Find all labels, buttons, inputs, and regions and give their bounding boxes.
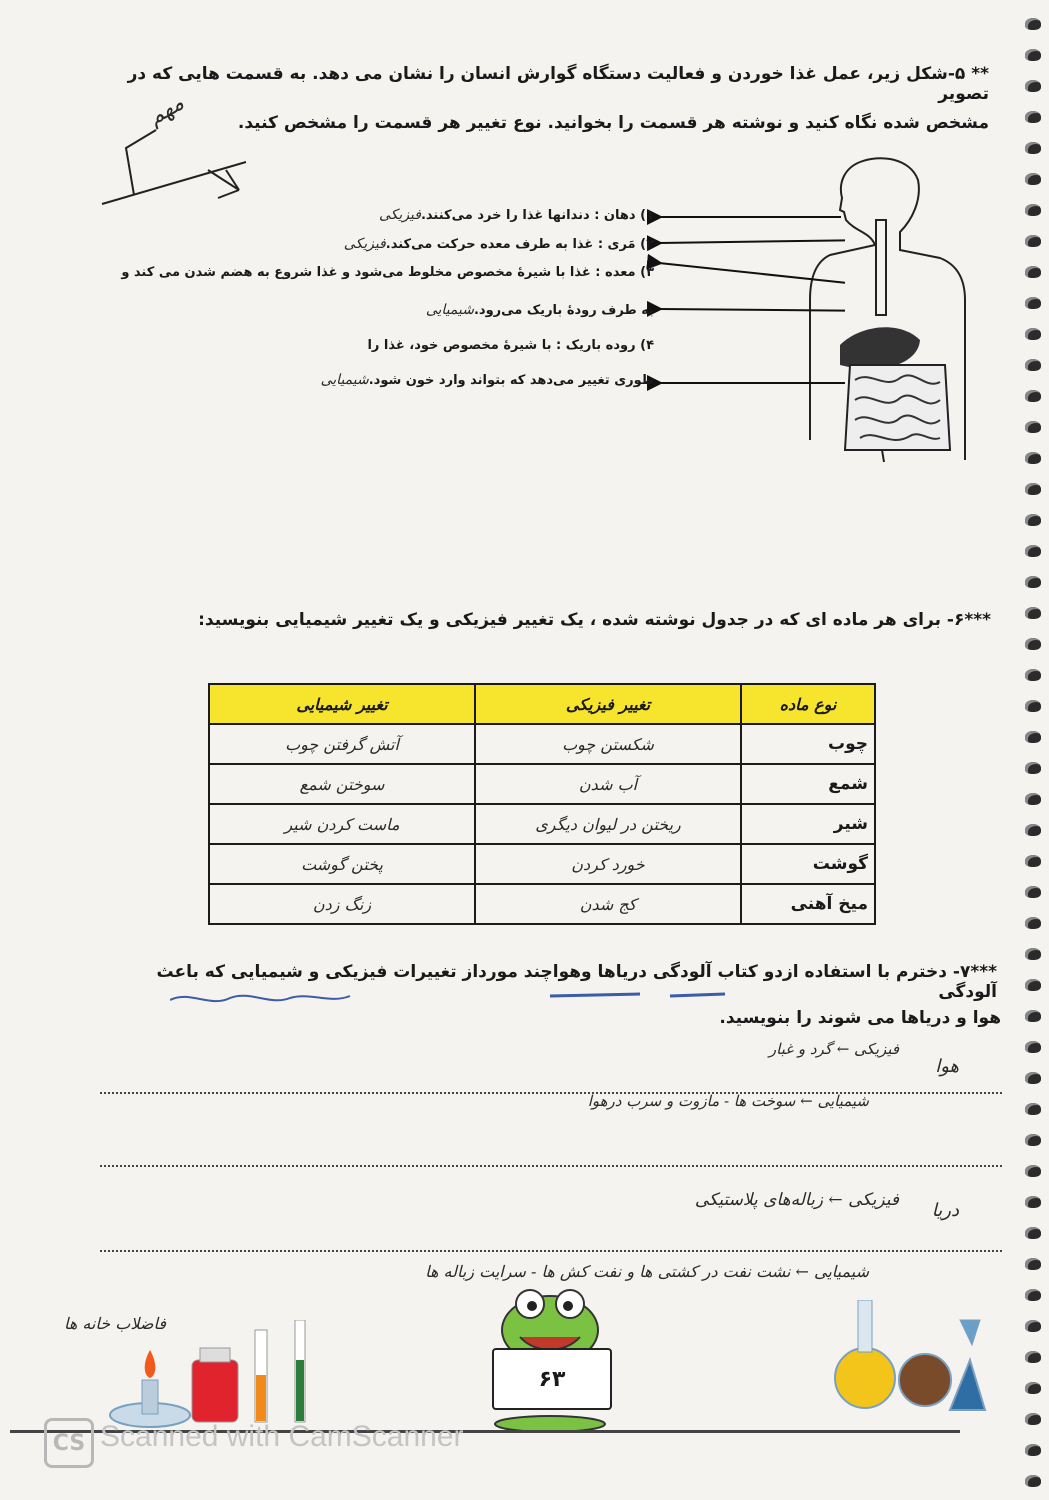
binding-ring [1025,855,1041,867]
q5-item-3b: به طرف رودهٔ باریک می‌رود.شیمیایی [425,302,654,318]
cell-physical: شکستن چوب [475,724,741,764]
binding-ring [1025,1103,1041,1115]
cell-chemical: آتش گرفتن چوب [209,724,475,764]
q5-pointer-arrows [645,195,845,395]
cell-material: شمع [741,764,875,804]
binding-ring [1025,886,1041,898]
q5-item-1: ۱) دهان : دندانها غذا را خرد می‌کنند.فیزیکی [379,207,654,223]
cell-chemical: پختن گوشت [209,844,475,884]
cell-chemical: زنگ زدن [209,884,475,924]
binding-ring [1025,421,1041,433]
binding-ring [1025,1475,1041,1487]
sea-physical: فیزیکی ← زباله‌های پلاستیکی [694,1190,899,1210]
q7-line2: هوا و دریاها می شوند را بنویسید. [719,1008,1001,1028]
cell-chemical: سوختن شمع [209,764,475,804]
binding-ring [1025,1165,1041,1177]
cell-physical: خورد کردن [475,844,741,884]
cell-chemical: ماست کردن شیر [209,804,475,844]
binding-ring [1025,824,1041,836]
cell-physical: کج شدن [475,884,741,924]
q5-item-4b: طوری تغییر می‌دهد که بتواند وارد خون شود.شیمیایی [320,372,654,388]
camscanner-logo: CS [44,1418,94,1468]
binding-ring [1025,545,1041,557]
cell-material: میخ آهنی [741,884,875,924]
binding-ring [1025,204,1041,216]
binding-ring [1025,1196,1041,1208]
binding-ring [1025,1072,1041,1084]
answer-line-2 [100,1165,1002,1167]
binding-ring [1025,80,1041,92]
binding-ring [1025,1258,1041,1270]
sea-chemical: شیمیایی ← نشت نفت در کشتی ها و نفت کش ها - سرایت زباله ها [425,1262,869,1281]
q7-line1: ***۷- دخترم با استفاده ازدو کتاب آلودگی دریاها وهواچند مورداز تغییرات فیزیکی و شیمیایی که باعث آلودگی [156,962,997,1003]
binding-ring [1025,328,1041,340]
binding-ring [1025,111,1041,123]
cell-physical: آب شدن [475,764,741,804]
binding-ring [1025,1010,1041,1022]
binding-ring [1025,173,1041,185]
binding-ring [1025,1351,1041,1363]
lab-flasks-right [830,1300,1000,1415]
q5-line2: مشخص شده نگاه کنید و نوشته هر قسمت را بخوانید. نوع تغییر هر قسمت را مشخص کنید. [237,113,989,133]
binding-ring [1025,1413,1041,1425]
binding-ring [1025,607,1041,619]
binding-ring [1025,762,1041,774]
frog-mascot [490,1282,610,1432]
binding-ring [1025,142,1041,154]
binding-ring [1025,700,1041,712]
header-material: نوع ماده [741,684,875,724]
binding-ring [1025,359,1041,371]
binding-ring [1025,917,1041,929]
sea-chemical-2: فاضلاب خانه ها [64,1314,166,1333]
table-row [209,764,875,804]
watermark-text: Scanned with CamScanner [100,1420,464,1453]
air-label: هوا [935,1056,959,1077]
table-row [209,804,875,844]
page-number: ۶۳ [492,1348,612,1410]
binding-ring [1025,266,1041,278]
air-physical: فیزیکی ← گرد و غبار [768,1040,899,1058]
binding-ring [1025,297,1041,309]
air-chemical: شیمیایی ← سوخت ها - مازوت و سرب درهوا [587,1092,869,1110]
binding-ring [1025,1227,1041,1239]
changes-table [208,683,876,925]
table-row [209,884,875,924]
underline-scribble [170,988,730,1008]
binding-ring [1025,1041,1041,1053]
cell-material: چوب [741,724,875,764]
lab-equipment-left [100,1320,340,1430]
table-header-row [209,684,875,724]
binding-ring [1025,390,1041,402]
table-row [209,844,875,884]
q5-item-4: ۴) روده باریک : با شیرهٔ مخصوص خود، غذا را [367,338,654,353]
header-chemical: تغییر شیمیایی [209,684,475,724]
binding-ring [1025,1320,1041,1332]
binding-ring [1025,1289,1041,1301]
sea-label: دریا [931,1200,959,1221]
binding-ring [1025,1444,1041,1456]
binding-ring [1025,452,1041,464]
binding-ring [1025,793,1041,805]
q6-title: ***۶- برای هر ماده ای که در جدول نوشته شده ، یک تغییر فیزیکی و یک تغییر شیمیایی بنویسید: [198,610,991,630]
binding-ring [1025,235,1041,247]
binding-ring [1025,49,1041,61]
binding-ring [1025,1382,1041,1394]
binding-ring [1025,1134,1041,1146]
binding-ring [1025,18,1041,30]
binding-ring [1025,483,1041,495]
q5-line1: ** ۵-شکل زیر، عمل غذا خوردن و فعالیت دستگاه گوارش انسان را نشان می دهد. به قسمت هایی که در تصویر [127,64,989,105]
binding-ring [1025,669,1041,681]
binding-ring [1025,576,1041,588]
cell-material: گوشت [741,844,875,884]
binding-ring [1025,731,1041,743]
q5-item-3: ۳) معده : غذا با شیرهٔ مخصوص مخلوط می‌شود و غذا شروع به هضم شدن می کند و [121,265,654,280]
binding-ring [1025,979,1041,991]
binding-ring [1025,514,1041,526]
cell-material: شیر [741,804,875,844]
binding-ring [1025,638,1041,650]
header-physical: تغییر فیزیکی [475,684,741,724]
binding-ring [1025,948,1041,960]
table-row [209,724,875,764]
spiral-binding [1015,0,1049,1500]
answer-line-3 [100,1250,1002,1252]
q5-item-2: ۲) مَری : غذا به طرف معده حرکت می‌کند.فیزیکی [343,236,654,252]
margin-note: مهم [144,90,189,131]
cell-physical: ریختن در لیوان دیگری [475,804,741,844]
